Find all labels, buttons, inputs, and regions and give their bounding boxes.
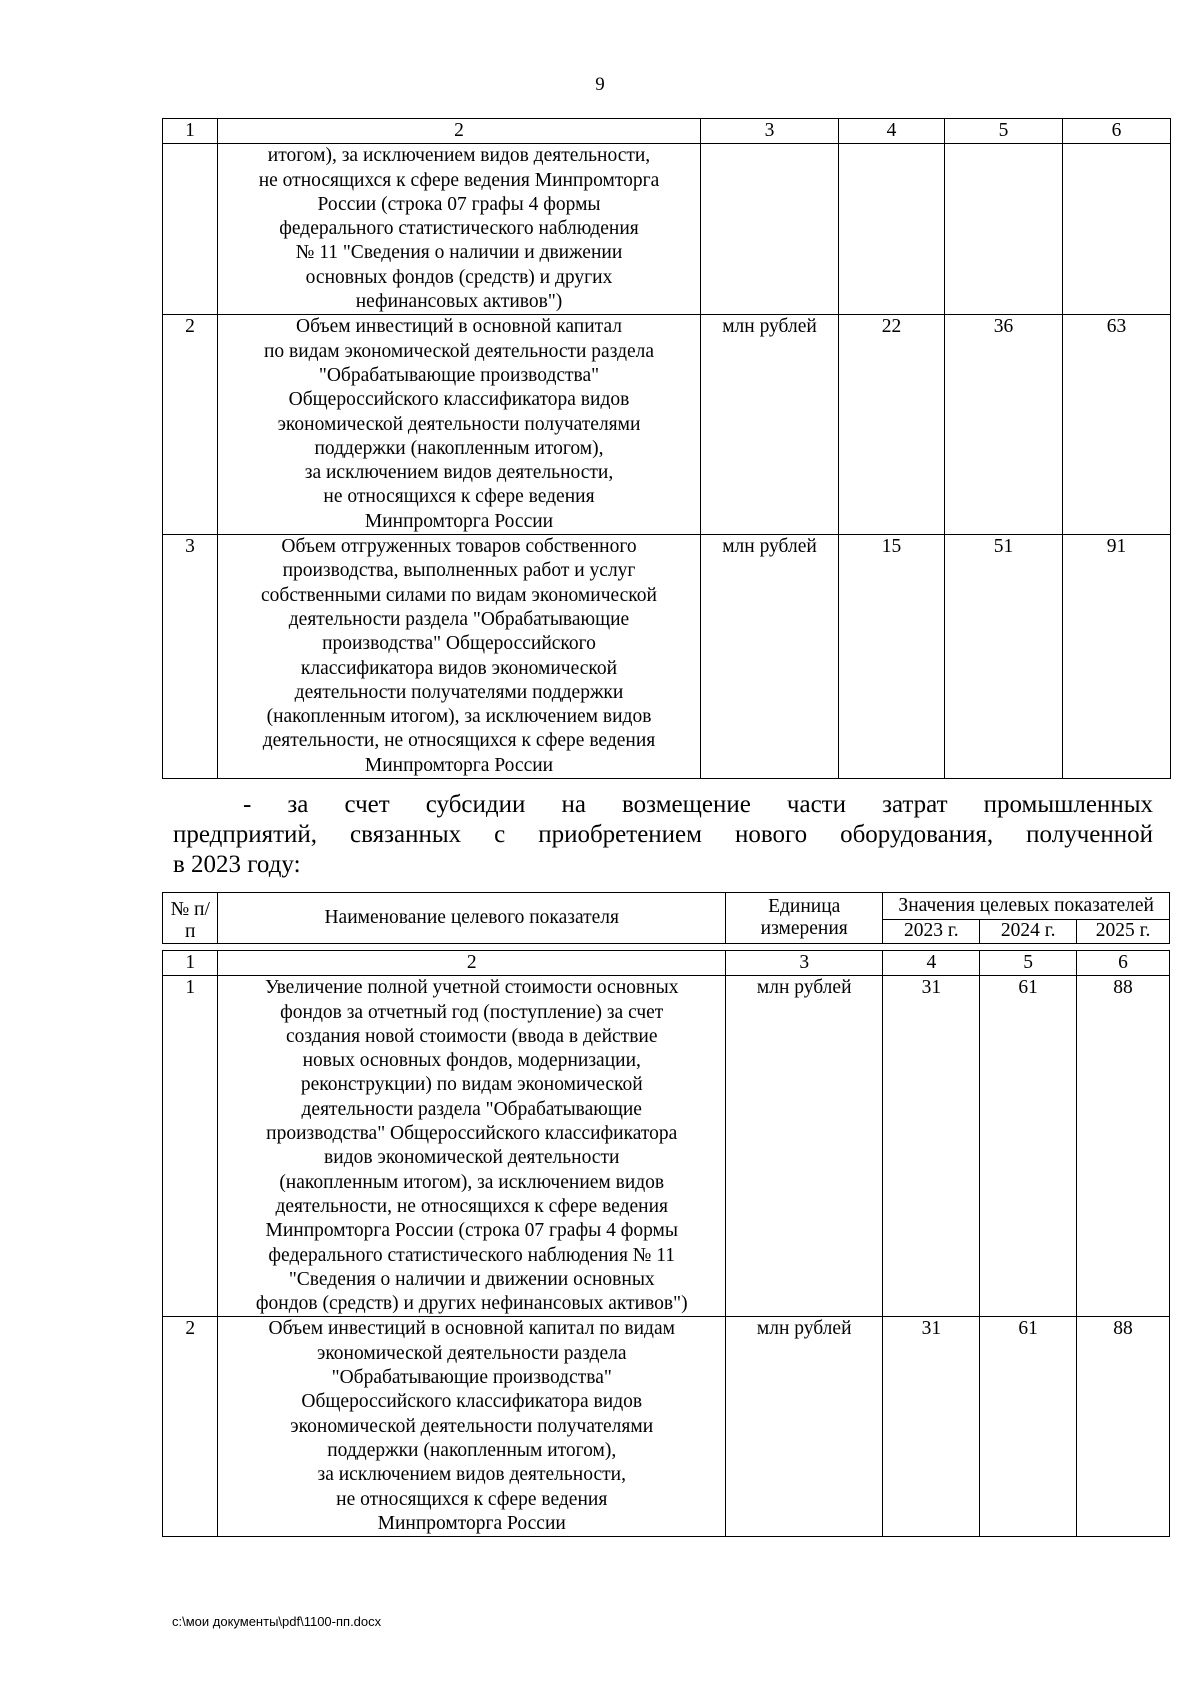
- indicator-name: итогом), за исключением видов деятельности, не относящихся к сфере ведения Минпромторга России (строка 07 графы 4 формы федерального статистического наблюдения № 11 "Сведения о наличии и движении основных фондов (средств) и других нефинансовых активов"): [218, 144, 701, 315]
- value-2025: 63: [1063, 315, 1171, 535]
- header-year: 2025 г.: [1077, 919, 1170, 943]
- column-number: 5: [980, 951, 1077, 976]
- unit: млн рублей: [701, 315, 839, 535]
- header-indicator-name: Наименование целевого показателя: [218, 893, 726, 944]
- paragraph-line: в 2023 году:: [173, 851, 301, 878]
- value-2023: 31: [883, 1317, 980, 1537]
- page-number: 9: [595, 74, 605, 95]
- value-2023: 22: [839, 315, 945, 535]
- paragraph-line: предприятий, связанных с приобретением нового оборудования, полученной: [173, 821, 1153, 848]
- row-number: 1: [163, 976, 218, 1317]
- value-2024: 36: [945, 315, 1063, 535]
- column-number: 2: [218, 951, 726, 976]
- value-2024: 51: [945, 535, 1063, 779]
- unit: млн рублей: [726, 976, 883, 1317]
- column-number: 3: [726, 951, 883, 976]
- table-row: [163, 315, 1171, 535]
- column-number: 6: [1063, 119, 1171, 144]
- value-2025: 88: [1077, 1317, 1170, 1537]
- value-2023: 15: [839, 535, 945, 779]
- column-number: 3: [701, 119, 839, 144]
- row-number: [163, 144, 218, 315]
- value-2023: 31: [883, 976, 980, 1317]
- header-number: № п/п: [163, 893, 218, 944]
- indicator-name: Объем инвестиций в основной капитал по видам экономической деятельности раздела "Обрабатывающие производства" Общероссийского классификатора видов экономической деятельности получателями поддержки (накопленным итогом), за исключением видов деятельности, не относящихся к сфере ведения Минпромторга России: [218, 315, 701, 535]
- column-number: 6: [1077, 951, 1170, 976]
- unit: млн рублей: [701, 535, 839, 779]
- header-year: 2023 г.: [883, 919, 980, 943]
- column-number: 4: [839, 119, 945, 144]
- indicator-name: Увеличение полной учетной стоимости основных фондов за отчетный год (поступление) за счет создания новой стоимости (ввода в действие новых основных фондов, модернизации, реконструкции) по видам экономической деятельности раздела "Обрабатывающие производства" Общероссийского классификатора видов экономической деятельности (накопленным итогом), за исключением видов деятельности, не относящихся к сфере ведения Минпромторга России (строка 07 графы 4 формы федерального статистического наблюдения № 11 "Сведения о наличии и движении основных фондов (средств) и других нефинансовых активов"): [218, 976, 726, 1317]
- file-path-footer: c:\мои документы\pdf\1100-пп.docx: [172, 1614, 382, 1629]
- table-row: [163, 976, 1170, 1317]
- row-number: 2: [163, 1317, 218, 1537]
- unit: [701, 144, 839, 315]
- header-gap: [163, 944, 1170, 951]
- subsidy-paragraph: [173, 790, 1153, 880]
- value-2023: [839, 144, 945, 315]
- row-number: 3: [163, 535, 218, 779]
- value-2024: 61: [980, 1317, 1077, 1537]
- table-header-row: [163, 893, 1170, 920]
- column-number-row: [163, 951, 1170, 976]
- value-2024: 61: [980, 976, 1077, 1317]
- column-number-row: [163, 119, 1171, 144]
- indicator-name: Объем отгруженных товаров собственного производства, выполненных работ и услуг собственными силами по видам экономической деятельности раздела "Обрабатывающие производства" Общероссийского классификатора видов экономической деятельности получателями поддержки (накопленным итогом), за исключением видов деятельности, не относящихся к сфере ведения Минпромторга России: [218, 535, 701, 779]
- value-2025: 91: [1063, 535, 1171, 779]
- row-number: 2: [163, 315, 218, 535]
- header-values: Значения целевых показателей: [883, 893, 1170, 920]
- column-number: 2: [218, 119, 701, 144]
- column-number: 1: [163, 951, 218, 976]
- table-row: [163, 1317, 1170, 1537]
- header-unit: Единица измерения: [726, 893, 883, 944]
- value-2025: [1063, 144, 1171, 315]
- paragraph-line: - за счет субсидии на возмещение части затрат промышленных: [243, 791, 1153, 818]
- column-number: 1: [163, 119, 218, 144]
- column-number: 5: [945, 119, 1063, 144]
- indicator-name: Объем инвестиций в основной капитал по видам экономической деятельности раздела "Обрабатывающие производства" Общероссийского классификатора видов экономической деятельности получателями поддержки (накопленным итогом), за исключением видов деятельности, не относящихся к сфере ведения Минпромторга России: [218, 1317, 726, 1537]
- indicators-table-2: [162, 892, 1170, 1537]
- unit: млн рублей: [726, 1317, 883, 1537]
- column-number: 4: [883, 951, 980, 976]
- table-row: [163, 535, 1171, 779]
- indicators-table-1: [162, 118, 1171, 779]
- table-row: [163, 144, 1171, 315]
- value-2025: 88: [1077, 976, 1170, 1317]
- value-2024: [945, 144, 1063, 315]
- header-year: 2024 г.: [980, 919, 1077, 943]
